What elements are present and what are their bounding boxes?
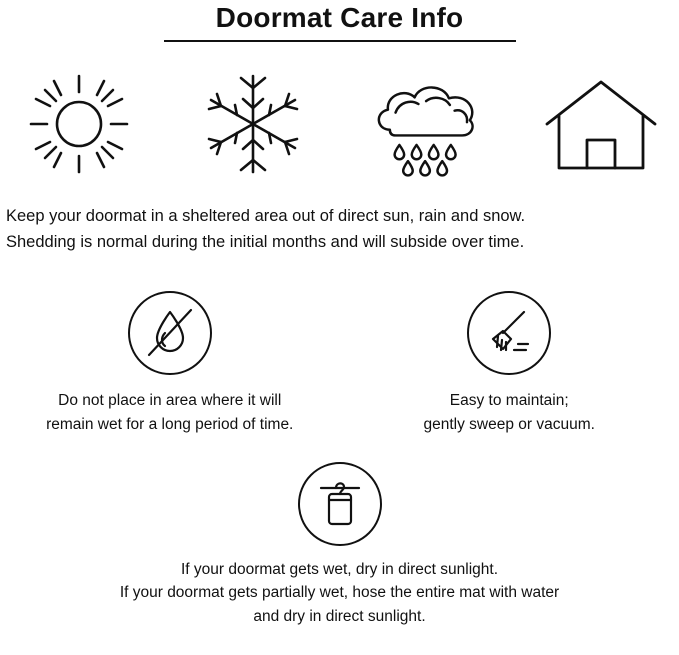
care-item-dry-in-sunlight bbox=[0, 462, 679, 629]
care-caption-line-2: gently sweep or vacuum. bbox=[423, 415, 595, 433]
title-block bbox=[0, 0, 679, 42]
snowflake-icon bbox=[193, 64, 313, 184]
care-items-row bbox=[0, 291, 679, 436]
bottom-caption-line-1: If your doormat gets wet, dry in direct sunlight. bbox=[180, 560, 499, 578]
care-caption-line-1: Do not place in area where it will bbox=[58, 392, 282, 410]
care-caption-easy-maintain bbox=[424, 389, 595, 436]
weather-icon-row bbox=[0, 64, 679, 184]
no-water-icon bbox=[128, 291, 212, 375]
care-caption-line-1: Easy to maintain; bbox=[449, 392, 569, 410]
bottom-caption-line-3: and dry in direct sunlight. bbox=[253, 607, 426, 625]
page-title: Doormat Care Info bbox=[215, 2, 464, 33]
house-icon bbox=[541, 64, 661, 184]
care-caption-line-2: remain wet for a long period of time. bbox=[46, 415, 294, 433]
title-underline-rule bbox=[164, 40, 516, 42]
hang-dry-icon bbox=[298, 462, 382, 546]
care-caption-no-standing-water bbox=[46, 389, 293, 436]
bottom-caption-line-2: If your doormat gets partially wet, hose the entire mat with water bbox=[119, 584, 560, 602]
rain-cloud-icon bbox=[367, 64, 487, 184]
intro-line-2: Shedding is normal during the initial months and will subside over time. bbox=[6, 232, 525, 251]
broom-icon bbox=[467, 291, 551, 375]
care-item-easy-maintain bbox=[349, 291, 669, 436]
sun-icon bbox=[19, 64, 139, 184]
care-item-no-standing-water bbox=[10, 291, 330, 436]
intro-line-1: Keep your doormat in a sheltered area out of direct sun, rain and snow. bbox=[6, 207, 526, 226]
bottom-caption bbox=[120, 558, 559, 629]
intro-paragraph bbox=[0, 204, 679, 255]
